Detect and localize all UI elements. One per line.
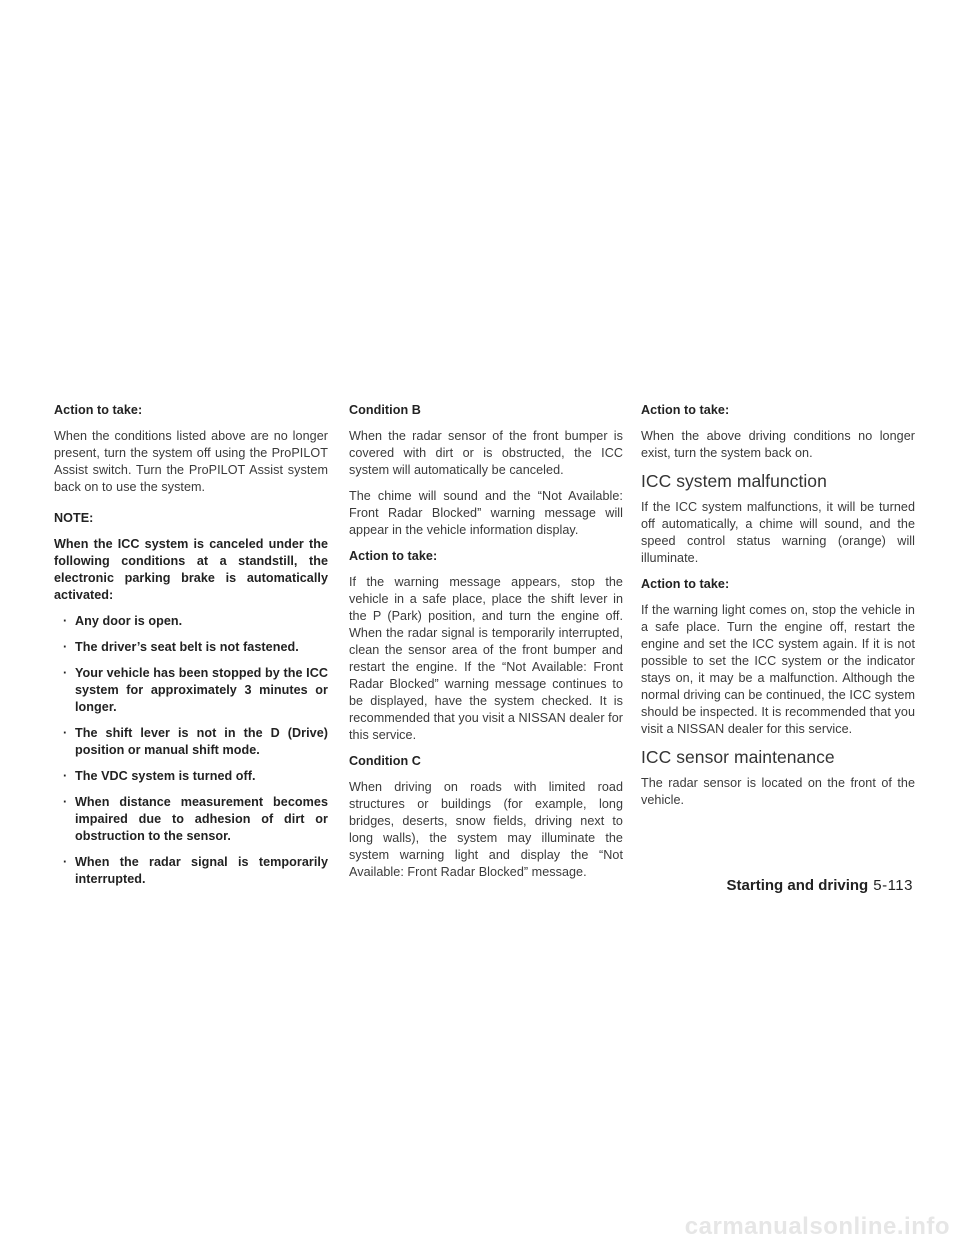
heading-action-to-take: Action to take: — [54, 403, 143, 417]
list-item: · The driver’s seat belt is not fastened. — [63, 640, 299, 654]
paragraph-chime-warning: The chime will sound and the “Not Available: Front Radar Blocked” warning message will appear in the vehicle information display. — [349, 489, 623, 537]
heading-action-to-take: Action to take: — [349, 549, 438, 563]
watermark — [0, 1212, 960, 1242]
heading-icc-system-malfunction: ICC system malfunction — [641, 471, 827, 491]
paragraph-turn-system-back-on: When the above driving conditions no longer exist, turn the system back on. — [641, 429, 915, 460]
heading-icc-sensor-maintenance: ICC sensor maintenance — [641, 747, 835, 767]
paragraph-radar-covered: When the radar sensor of the front bumper is covered with dirt or is obstructed, the ICC system will automatically be canceled. — [349, 429, 623, 477]
heading-condition-b: Condition B — [349, 403, 421, 417]
bullet-icon: · — [63, 769, 68, 783]
parking-brake-conditions-list — [54, 613, 328, 888]
bullet-icon: · — [63, 640, 68, 654]
paragraph-warning-action: If the warning message appears, stop the vehicle in a safe place, place the shift lever in the P (Park) position, and turn the engine off. When the radar signal is temporarily interrupted, clean the sensor area of the front bumper and restart the engine. If the “Not Available: Front Radar Blocked” warning message continues to be displayed, have the system checked. It is recommended that you visit a NISSAN dealer for this service. — [349, 575, 623, 742]
bullet-icon: · — [63, 795, 68, 809]
paragraph-radar-location: The radar sensor is located on the front of the vehicle. — [641, 776, 915, 807]
page-footer — [727, 876, 913, 896]
paragraph-limited-road-structures: When driving on roads with limited road structures or buildings (for example, long bridges, deserts, snow fields, driving next to long walls), the system may illuminate the system warning light and display the “Not Available: Front Radar Blocked” message. — [349, 780, 623, 879]
page-number: 5-113 — [873, 877, 913, 894]
list-item: · The shift lever is not in the D (Drive) position or manual shift mode. — [63, 726, 328, 757]
watermark-text: carmanualsonline.info — [684, 1213, 950, 1240]
heading-action-to-take-2: Action to take: — [641, 577, 730, 591]
paragraph-malfunction: If the ICC system malfunctions, it will be turned off automatically, a chime will sound, and the speed control status warning (orange) will illuminate. — [641, 500, 915, 565]
list-item: · The VDC system is turned off. — [63, 769, 256, 783]
bullet-icon: · — [63, 726, 68, 740]
section-title: Starting and driving — [726, 877, 869, 894]
list-item: · Any door is open. — [63, 614, 183, 628]
list-item: · When the radar signal is temporarily interrupted. — [63, 855, 328, 886]
column-middle — [349, 402, 623, 890]
list-item: · When distance measurement becomes impaired due to adhesion of dirt or obstruction to the sensor. — [63, 795, 328, 843]
heading-condition-c: Condition C — [349, 754, 421, 768]
bullet-icon: · — [63, 666, 68, 680]
bullet-icon: · — [63, 855, 68, 869]
note-label: NOTE: — [54, 511, 94, 525]
note-intro: When the ICC system is canceled under the following conditions at a standstill, the electronic parking brake is automatically activated: — [54, 537, 328, 602]
column-right — [641, 402, 915, 818]
heading-action-to-take: Action to take: — [641, 403, 730, 417]
list-item: · Your vehicle has been stopped by the ICC system for approximately 3 minutes or longer. — [63, 666, 328, 714]
paragraph-warning-light-action: If the warning light comes on, stop the vehicle in a safe place. Turn the engine off, restart the engine and set the ICC system again. If it is not possible to set the ICC system or the indicator stays on, it may be a malfunction. Although the normal driving can be continued, the ICC system should be inspected. It is recommended that you visit a NISSAN dealer for this service. — [641, 603, 915, 736]
bullet-icon: · — [63, 614, 68, 628]
column-left — [54, 402, 328, 897]
paragraph-conditions-no-longer-present: When the conditions listed above are no longer present, turn the system off using the ProPILOT Assist switch. Turn the ProPILOT Assist system back on to use the system. — [54, 429, 328, 494]
